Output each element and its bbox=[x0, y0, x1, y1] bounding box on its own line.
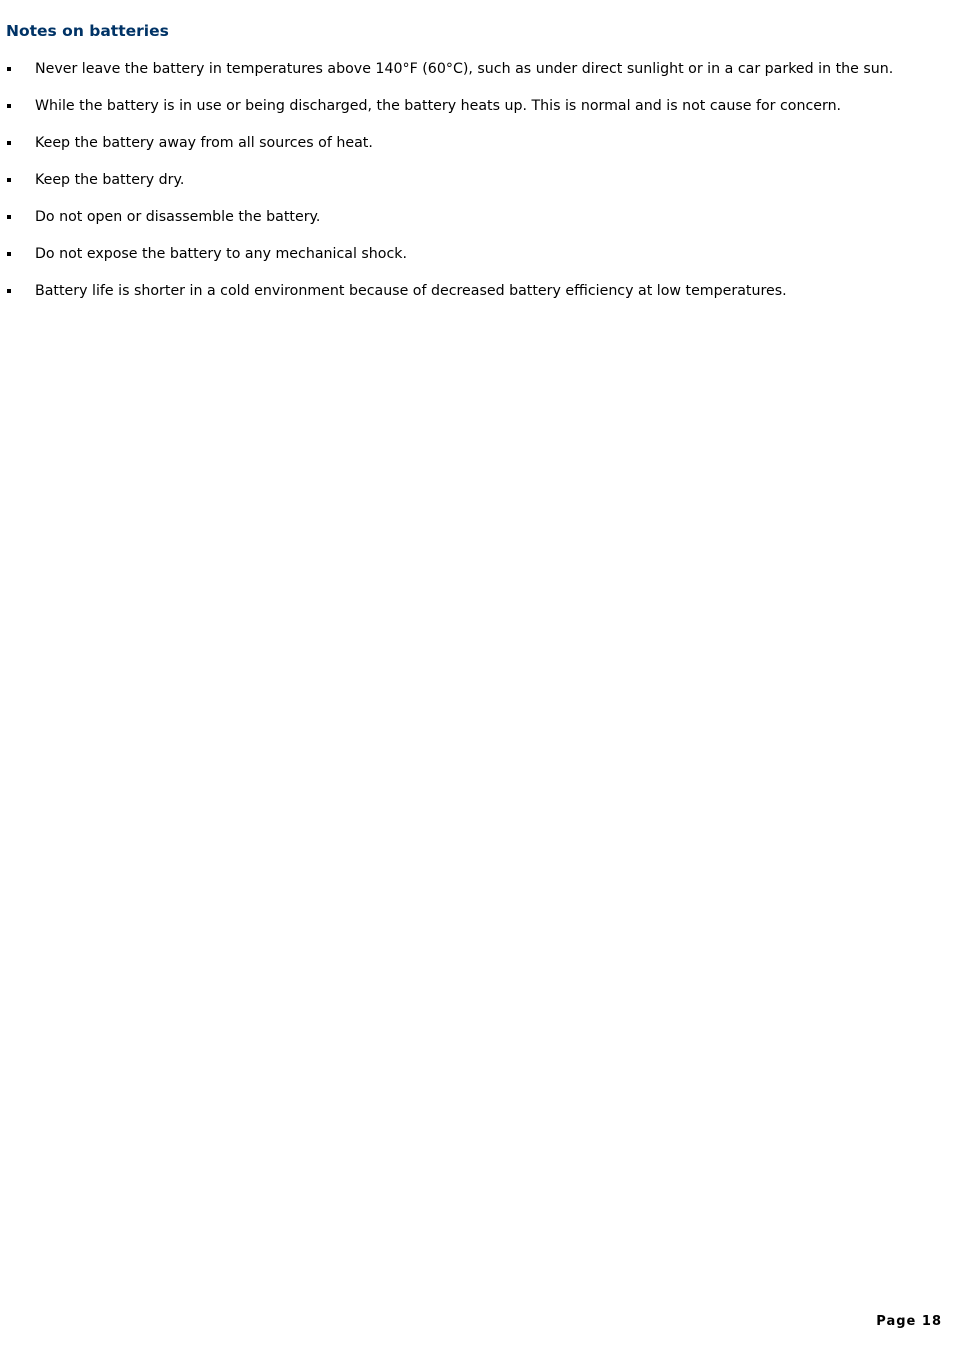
list-item bbox=[0, 208, 930, 226]
note-text: Keep the battery away from all sources of heat. bbox=[35, 135, 373, 151]
square-bullet-icon bbox=[7, 178, 11, 182]
page-number: Page 18 bbox=[876, 1314, 942, 1329]
note-text: Battery life is shorter in a cold environment because of decreased battery efficiency at low temperatures. bbox=[35, 283, 787, 299]
list-item bbox=[0, 60, 930, 78]
square-bullet-icon bbox=[7, 141, 11, 145]
note-text: While the battery is in use or being discharged, the battery heats up. This is normal and is not cause for concern. bbox=[35, 98, 842, 114]
square-bullet-icon bbox=[7, 215, 11, 219]
note-text: Do not expose the battery to any mechanical shock. bbox=[35, 246, 407, 262]
square-bullet-icon bbox=[7, 252, 11, 256]
list-item bbox=[0, 245, 930, 263]
square-bullet-icon bbox=[7, 289, 11, 293]
list-item bbox=[0, 171, 930, 189]
list-item bbox=[0, 97, 930, 115]
note-text: Do not open or disassemble the battery. bbox=[35, 209, 321, 225]
list-item bbox=[0, 282, 930, 300]
note-text: Never leave the battery in temperatures above 140°F (60°C), such as under direct sunlight or in a car parked in the sun. bbox=[35, 61, 894, 77]
section-heading: Notes on batteries bbox=[6, 22, 169, 40]
list-item bbox=[0, 134, 930, 152]
square-bullet-icon bbox=[7, 67, 11, 71]
battery-notes-list bbox=[0, 60, 930, 319]
square-bullet-icon bbox=[7, 104, 11, 108]
note-text: Keep the battery dry. bbox=[35, 172, 185, 188]
